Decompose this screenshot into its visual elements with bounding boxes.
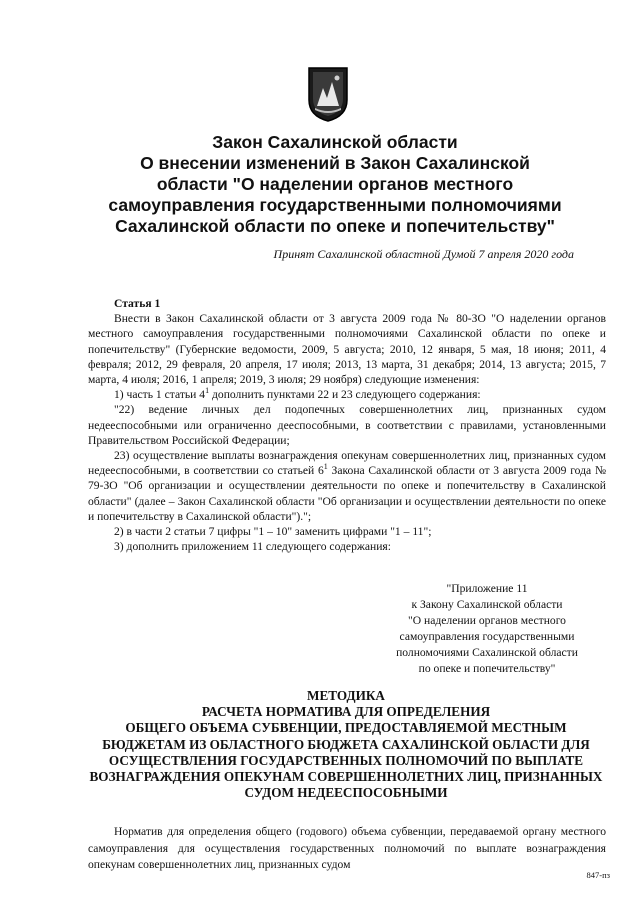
item-2: 2) в части 2 статьи 7 цифры "1 – 10" заменить цифрами "1 – 11"; xyxy=(114,525,432,539)
article-intro: Внести в Закон Сахалинской области от 3 августа 2009 года № 80-ЗО "О наделении органов местного самоуправления государственными полномочиями Сахалинской области по опеке и попечительству" (Губернские ведомости, 2009, 5 августа; 2010, 12 января, 5 мая, 18 июня; 2011, 4 февраля; 2012, 29 февраля, 20 апреля, 17 июля; 2013, 13 марта, 31 декабря; 2014, 13 августа; 2015, 7 марта, 4 июля; 2016, 1 апреля; 2019, 3 июля; 29 ноября) следующие изменения: xyxy=(88,312,606,387)
appendix-line: "О наделении органов местного xyxy=(408,614,566,627)
item-1-sup: 1 xyxy=(205,386,210,396)
item-3: 3) дополнить приложением 11 следующего содержания: xyxy=(114,540,391,554)
normative-paragraph: Норматив для определения общего (годового) объема субвенции, передаваемой органу местного самоуправления для осуществления государственных полномочий по выплате вознаграждения опекунам совершеннолетних лиц, признанных судом xyxy=(88,825,606,871)
item-1-text-end: дополнить пунктами 22 и 23 следующего содержания: xyxy=(209,388,481,402)
title-line: самоуправления государственными полномочиями xyxy=(108,195,562,215)
method-line: БЮДЖЕТАМ ИЗ ОБЛАСТНОГО БЮДЖЕТА САХАЛИНСКОЙ ОБЛАСТИ ДЛЯ xyxy=(102,736,590,752)
appendix-line: к Закону Сахалинской области xyxy=(411,598,563,611)
law-title xyxy=(60,132,610,237)
appendix-line: по опеке и попечительству" xyxy=(418,662,556,675)
item-23-sup: 1 xyxy=(323,462,328,472)
item-22: "22) ведение личных дел подопечных совершеннолетних лиц, признанных судом недееспособными или ограниченно дееспособными, в соответствии с правилами, установленными Правительством Российской Федерации; xyxy=(88,403,606,447)
method-line: ОБЩЕГО ОБЪЕМА СУБВЕНЦИИ, ПРЕДОСТАВЛЯЕМОЙ МЕСТНЫМ xyxy=(125,720,567,736)
appendix-line: полномочиями Сахалинской области xyxy=(396,646,578,659)
footer-code: 847-пз xyxy=(586,870,610,880)
item-23 xyxy=(88,448,606,524)
appendix-line: "Приложение 11 xyxy=(446,582,528,595)
item-1-text: 1) часть 1 статьи 4 xyxy=(114,388,206,402)
article-heading: Статья 1 xyxy=(114,297,161,310)
item-23-text-end: Закона Сахалинской области от 3 августа 2009 года № 79-ЗО "Об организации и осуществлении деятельности по опеке и попечительству в Сахалинской области" (далее – Закон Сахалинской области "Об организации и осуществлении деятельности по опеке и попечительству в Сахалинской области")."; xyxy=(88,464,606,523)
method-line: РАСЧЕТА НОРМАТИВА ДЛЯ ОПРЕДЕЛЕНИЯ xyxy=(201,704,491,720)
appendix-caption xyxy=(372,581,602,677)
coat-of-arms-icon xyxy=(307,66,349,122)
article-body xyxy=(88,296,606,554)
method-line: ОСУЩЕСТВЛЕНИЯ ГОСУДАРСТВЕННЫХ ПОЛНОМОЧИЙ ПО ВЫПЛАТЕ xyxy=(108,752,584,768)
method-line: СУДОМ НЕДЕЕСПОСОБНЫМИ xyxy=(244,785,448,801)
item-23-text: 23) осуществление выплаты вознаграждения опекунам совершеннолетних лиц, признанных судом недееспособными, в соответствии со статьей 6 xyxy=(88,449,606,478)
method-line: ВОЗНАГРАЖДЕНИЯ ОПЕКУНАМ СОВЕРШЕННОЛЕТНИХ ЛИЦ, ПРИЗНАННЫХ xyxy=(89,769,603,785)
method-title xyxy=(78,688,614,801)
title-line: Сахалинской области по опеке и попечительству" xyxy=(115,216,555,236)
title-line: области "О наделении органов местного xyxy=(156,174,514,194)
method-line: МЕТОДИКА xyxy=(307,688,385,703)
title-line: О внесении изменений в Закон Сахалинской xyxy=(140,153,530,173)
title-line: Закон Сахалинской области xyxy=(212,132,458,152)
adoption-note: Принят Сахалинской областной Думой 7 апреля 2020 года xyxy=(273,247,574,261)
item-1 xyxy=(88,387,606,402)
appendix-line: самоуправления государственными xyxy=(399,630,575,643)
